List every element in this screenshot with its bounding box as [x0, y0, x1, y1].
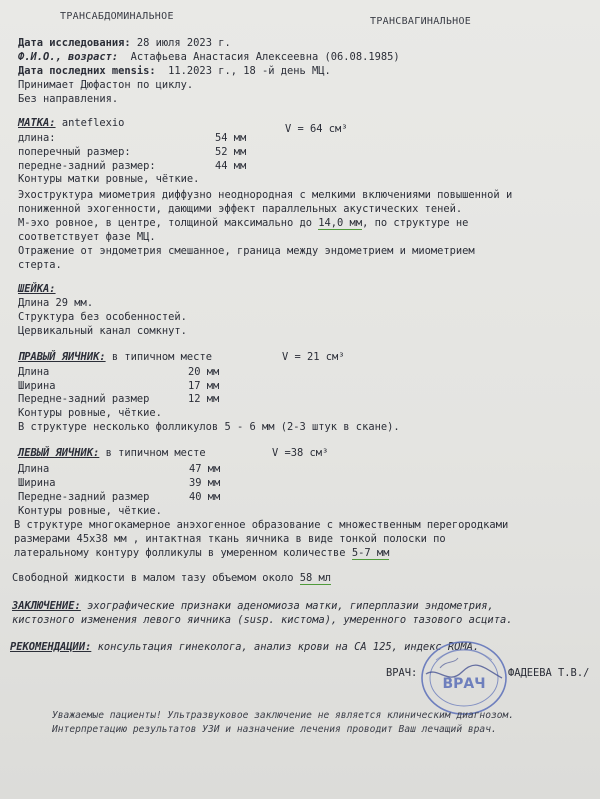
- conclusion-line1: [12, 600, 494, 613]
- left-ovary-volume: V =38 см³: [272, 447, 329, 459]
- mensis-line: [18, 65, 331, 78]
- conclusion-label: ЗАКЛЮЧЕНИЕ:: [12, 600, 81, 612]
- uterus-contours: Контуры матки ровные, чёткие.: [18, 173, 200, 185]
- recommendations-label: РЕКОМЕНДАЦИИ:: [10, 641, 92, 653]
- patient-name-label: Ф.И.О., возраст:: [18, 51, 119, 63]
- cervical-canal: Цервикальный канал сомкнут.: [18, 325, 187, 337]
- left-ovary-ap-name: Передне-задний размер: [18, 491, 150, 503]
- m-echo-line: [18, 217, 468, 230]
- doctor-stamp: [418, 638, 510, 718]
- left-ovary-structure-line3: [14, 547, 389, 560]
- patient-name-line: [18, 51, 400, 64]
- uterus-position: anteflexio: [61, 117, 125, 129]
- footer-line2: Интерпретацию результатов УЗИ и назначение лечения проводит Ваш лечащий врач.: [52, 724, 497, 735]
- right-ovary-label: ПРАВЫЙ ЯИЧНИК:: [18, 351, 106, 363]
- right-ovary-ap-name: Передне-задний размер: [18, 393, 150, 405]
- right-ovary-ap-value: 12 мм: [188, 393, 220, 405]
- doctor-label: ВРАЧ:: [386, 667, 418, 679]
- free-fluid-volume: 58 мл: [299, 572, 332, 584]
- myometrium-echo-line1: Эхоструктура миометрия диффузно неоднородная с мелкими включениями повышенной и: [18, 189, 513, 201]
- recommendations-line: [10, 641, 479, 654]
- exam-date-label: Дата исследования:: [18, 37, 131, 49]
- header-transvaginal: ТРАНСВАГИНАЛЬНОЕ: [370, 16, 472, 27]
- right-ovary-volume: V = 21 см³: [282, 351, 345, 363]
- uterus-width-name: поперечный размер:: [18, 146, 131, 158]
- free-fluid-text: Свободной жидкости в малом тазу объемом около: [12, 572, 300, 584]
- doctor-name: ФАДЕЕВА Т.В./: [508, 667, 590, 679]
- stamp-text: ВРАЧ: [442, 676, 486, 692]
- m-echo-phase: соответствует фазе МЦ.: [18, 231, 156, 243]
- left-ovary-location: в типичном месте: [105, 447, 206, 459]
- left-ovary-ap-value: 40 мм: [189, 491, 221, 503]
- mensis-label: Дата последних mensis:: [18, 65, 156, 77]
- left-ovary-structure-line2: размерами 45х38 мм , интактная ткань яичника в виде тонкой полоски по: [14, 533, 446, 545]
- left-ovary-follicles-text: латеральному контуру фолликулы в умеренном количестве: [14, 547, 352, 559]
- left-ovary-length-value: 47 мм: [189, 463, 221, 475]
- uterus-width-value: 52 мм: [215, 146, 247, 158]
- myometrium-echo-line2: пониженной эхогенности, дающими эффект параллельных акустических теней.: [18, 203, 463, 215]
- uterus-label: МАТКА:: [18, 117, 56, 129]
- exam-date-value: 28 июля 2023 г.: [136, 37, 231, 49]
- m-echo-text-tail: , по структуре не: [362, 217, 469, 229]
- uterus-length-value: 54 мм: [215, 132, 247, 144]
- recommendations-text: консультация гинеколога, анализ крови на СА 125, индекс ROMA.: [97, 641, 480, 653]
- right-ovary-contours: Контуры ровные, чёткие.: [18, 407, 162, 419]
- endometrium-reflection-line2: стерта.: [18, 259, 62, 271]
- referral-line: Без направления.: [18, 93, 119, 105]
- uterus-ap-value: 44 мм: [215, 160, 247, 172]
- conclusion-text1: эхографические признаки аденомиоза матки, гиперплазии эндометрия,: [87, 600, 494, 612]
- right-ovary-heading: [18, 351, 212, 364]
- footer-line1: Уважаемые пациенты! Ультразвуковое заключение не является клиническим диагнозом.: [52, 710, 515, 721]
- mensis-value: 11.2023 г., 18 -й день МЦ.: [168, 65, 331, 77]
- patient-name-value: Астафьева Анастасия Алексеевна (06.08.1985): [130, 51, 400, 63]
- exam-date-line: [18, 37, 231, 50]
- uterus-length-name: длина:: [18, 132, 56, 144]
- uterus-heading: [18, 117, 124, 130]
- left-ovary-width-value: 39 мм: [189, 477, 221, 489]
- cervix-structure: Структура без особенностей.: [18, 311, 187, 323]
- right-ovary-length-name: Длина: [18, 366, 50, 378]
- left-ovary-contours: Контуры ровные, чёткие.: [18, 505, 162, 517]
- cervix-label: ШЕЙКА:: [18, 283, 56, 295]
- endometrium-reflection-line1: Отражение от эндометрия смешанное, граница между эндометрием и миометрием: [18, 245, 475, 257]
- uterus-ap-name: передне-задний размер:: [18, 160, 156, 172]
- left-ovary-width-name: Ширина: [18, 477, 56, 489]
- header-transabdominal: ТРАНСАБДОМИНАЛЬНОЕ: [60, 11, 174, 22]
- left-ovary-heading: [18, 447, 206, 460]
- left-ovary-length-name: Длина: [18, 463, 50, 475]
- right-ovary-width-value: 17 мм: [188, 380, 220, 392]
- right-ovary-location: в типичном месте: [111, 351, 212, 363]
- cervix-length: Длина 29 мм.: [18, 297, 94, 309]
- left-ovary-label: ЛЕВЫЙ ЯИЧНИК:: [18, 447, 100, 459]
- m-echo-thickness: 14,0 мм: [318, 217, 363, 229]
- conclusion-line2: кистозного изменения левого яичника (susp. кистома), умеренного тазового асцита.: [12, 614, 513, 626]
- left-ovary-follicle-size: 5-7 мм: [351, 547, 390, 559]
- right-ovary-length-value: 20 мм: [188, 366, 220, 378]
- free-fluid-line: [12, 572, 331, 585]
- medication-line: Принимает Дюфастон по циклу.: [18, 79, 194, 91]
- left-ovary-structure-line1: В структуре многокамерное анэхогенное образование с множественным перегородками: [14, 519, 509, 531]
- m-echo-text: М-эхо ровное, в центре, толщиной максимально до: [18, 217, 319, 229]
- uterus-volume: V = 64 см³: [285, 123, 348, 135]
- right-ovary-width-name: Ширина: [18, 380, 56, 392]
- right-ovary-follicles: В структуре несколько фолликулов 5 - 6 мм (2-3 штук в скане).: [18, 421, 400, 433]
